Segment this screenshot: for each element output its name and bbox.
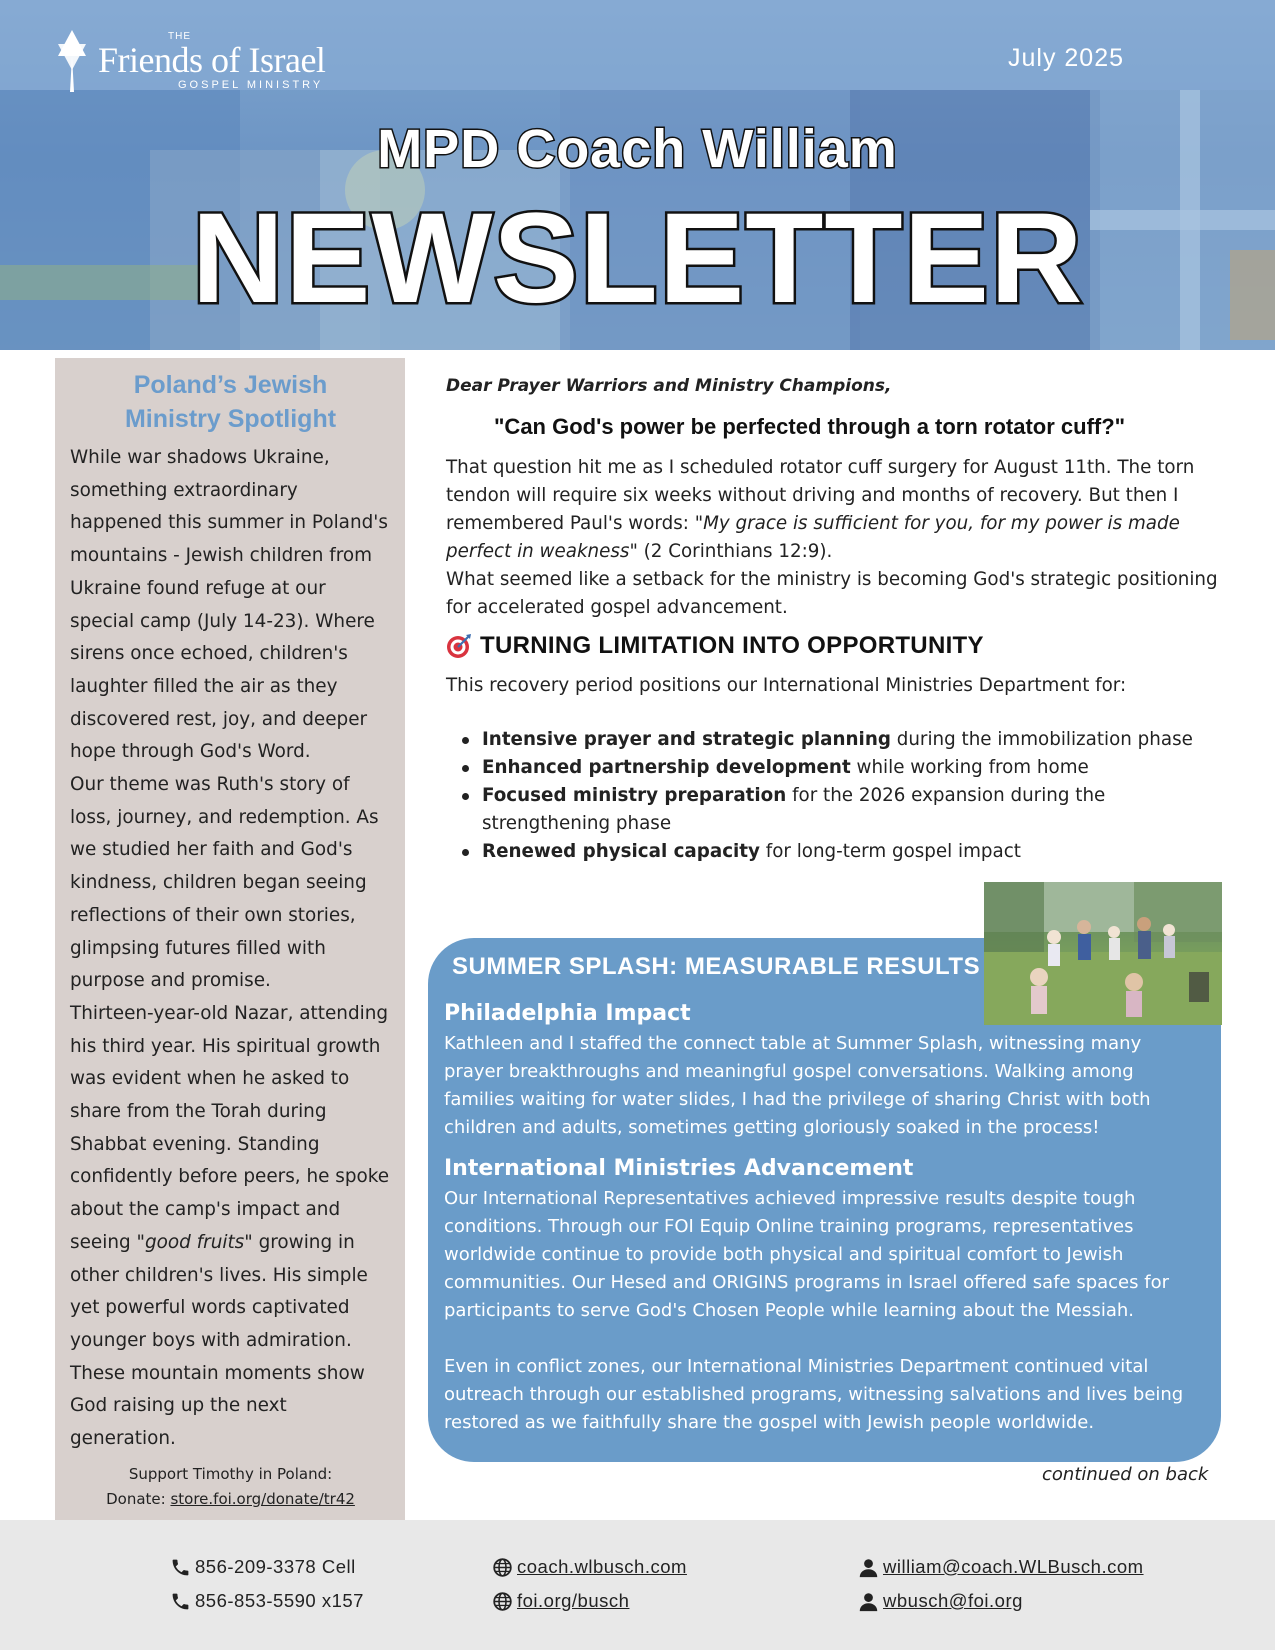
sidebar-paragraph-4: These mountain moments show God raising up the next generation. — [70, 1362, 365, 1450]
website-foi[interactable] — [492, 1590, 629, 1612]
footer-contact — [0, 1520, 1275, 1650]
logo-the: THE — [168, 30, 191, 42]
support-line: Support Timothy in Poland: — [128, 1464, 333, 1483]
bullet-bold: Focused ministry preparation — [482, 785, 787, 806]
summer-splash-photo — [984, 882, 1222, 1025]
phone-office-text: 856-853-5590 x157 — [195, 1590, 364, 1611]
donate-label: Donate: — [106, 1489, 171, 1508]
salutation: Dear Prayer Warriors and Ministry Champions, — [446, 376, 892, 396]
sidebar-donate — [70, 1462, 391, 1512]
header-banner — [0, 0, 1275, 350]
sidebar-body — [70, 442, 391, 1456]
user-icon — [858, 1591, 879, 1612]
globe-icon — [492, 1591, 513, 1612]
phone-cell-text: 856-209-3378 Cell — [195, 1556, 356, 1577]
main-content — [446, 376, 1226, 866]
user-icon — [858, 1557, 879, 1578]
photo-illustration — [984, 882, 1222, 1025]
philadelphia-paragraph: Kathleen and I staffed the connect table at Summer Splash, witnessing many prayer breakthroughs and meaningful gospel conversations. Walking among families waiting for water slides, I had the privilege of sharing Christ with both children and adults, sometimes getting gloriously soaked in the process! — [444, 1033, 1151, 1138]
paragraph-1-text: That question hit me as I scheduled rotator cuff surgery for August 11th. The torn tendon will require six weeks without driving and months of recovery. But then I remembered Paul's words: " — [446, 457, 1195, 534]
email-foi-link[interactable]: wbusch@foi.org — [883, 1590, 1023, 1611]
sidebar-title-line-1: Poland’s Jewish — [133, 371, 328, 399]
star-of-david-icon — [52, 26, 92, 96]
continued-note: continued on back — [1042, 1464, 1209, 1485]
list-item — [482, 754, 1226, 782]
bullet-text: for the 2026 expansion during the strengthening phase — [482, 785, 1106, 834]
website-coach-link[interactable]: coach.wlbusch.com — [517, 1556, 687, 1577]
list-item — [482, 726, 1226, 754]
sidebar-spotlight — [55, 358, 405, 1520]
email-coach-link[interactable]: william@coach.WLBusch.com — [883, 1556, 1144, 1577]
bullet-list — [482, 726, 1226, 866]
section-heading-text: TURNING LIMITATION INTO OPPORTUNITY — [480, 632, 984, 659]
issue-date: July 2025 — [1008, 44, 1125, 72]
title-line-2: NEWSLETTER — [191, 187, 1084, 330]
donate-link[interactable]: store.foi.org/donate/tr42 — [170, 1489, 355, 1508]
section-intro: This recovery period positions our International Ministries Department for: — [446, 675, 1127, 696]
bullet-text: for long-term gospel impact — [759, 841, 1021, 862]
email-foi[interactable] — [858, 1590, 1023, 1612]
sidebar-paragraph-2: Our theme was Ruth's story of loss, journey, and redemption. As we studied her faith and God's kindness, children began seeing reflections of their own stories, glimpsing futures filled with purpose and promise. — [70, 774, 379, 992]
logo-subtitle: GOSPEL MINISTRY — [178, 78, 324, 91]
bullet-bold: Intensive prayer and strategic planning — [482, 729, 891, 750]
sidebar-p3-emphasis: good fruits — [144, 1231, 245, 1253]
logo-name: Friends of Israel — [98, 39, 326, 80]
sidebar-title — [70, 368, 391, 436]
conflict-zones-paragraph: Even in conflict zones, our International Ministries Department continued vital outreach through our established programs, witnessing salvations and lives being restored as we faithfully share the gospel with Jewish people worldwide. — [444, 1356, 1184, 1433]
sidebar-paragraph-3 — [70, 998, 391, 1358]
international-paragraph: Our International Representatives achieved impressive results despite tough conditions. Through our FOI Equip Online training programs, representatives worldwide continue to provide both physical and spiritual comfort to Jewish communities. Our Hesed and ORIGINS programs in Israel offered safe spaces for participants to serve God's Chosen People while learning about the Messiah. — [444, 1188, 1169, 1321]
section-heading — [446, 632, 1226, 660]
paragraph-2: What seemed like a setback for the ministry is becoming God's strategic positioning for accelerated gospel advancement. — [446, 569, 1218, 618]
phone-cell[interactable] — [170, 1556, 356, 1578]
paragraph-1-reference: " (2 Corinthians 12:9). — [629, 541, 833, 562]
sidebar-title-line-2: Ministry Spotlight — [124, 405, 337, 433]
logo-text — [98, 32, 325, 91]
paragraph-1 — [446, 454, 1226, 622]
target-icon — [446, 633, 472, 659]
bullet-text: during the immobilization phase — [890, 729, 1193, 750]
bullet-text: while working from home — [850, 757, 1089, 778]
phone-icon — [170, 1557, 191, 1578]
website-coach[interactable] — [492, 1556, 687, 1578]
logo[interactable] — [52, 26, 325, 96]
email-coach[interactable] — [858, 1556, 1144, 1578]
bullet-bold: Enhanced partnership development — [482, 757, 851, 778]
globe-icon — [492, 1557, 513, 1578]
bullet-bold: Renewed physical capacity — [482, 841, 760, 862]
phone-icon — [170, 1591, 191, 1612]
summer-heading: SUMMER SPLASH: MEASURABLE RESULTS — [452, 953, 981, 980]
sidebar-p3-text-end: " growing in other children's lives. His simple yet powerful words captivated younger boys with admiration. — [70, 1231, 368, 1351]
philadelphia-heading: Philadelphia Impact — [444, 1001, 691, 1026]
international-heading: International Ministries Advancement — [444, 1156, 914, 1181]
sidebar-p3-text: Thirteen-year-old Nazar, attending his third year. His spiritual growth was evident when he asked to share from the Torah during Shabbat evening. Standing confidently before peers, he spoke about the camp's impact and seeing " — [70, 1002, 390, 1253]
list-item — [482, 838, 1226, 866]
scripture-quote: My grace is sufficient for you, for my power is made perfect in weakness — [446, 513, 1180, 562]
lead-quote: "Can God's power be perfected through a torn rotator cuff?" — [494, 414, 1126, 439]
phone-office[interactable] — [170, 1590, 364, 1612]
title-line-1: MPD Coach William — [377, 119, 898, 179]
sidebar-paragraph-1: While war shadows Ukraine, something extraordinary happened this summer in Poland's mountains - Jewish children from Ukraine found refuge at our special camp (July 14-23). Where sirens once echoed, children's laughter filled the air as they discovered rest, joy, and deeper hope through God's Word. — [70, 447, 388, 763]
list-item — [482, 782, 1226, 838]
donate-line — [70, 1487, 391, 1512]
website-foi-link[interactable]: foi.org/busch — [517, 1590, 630, 1611]
